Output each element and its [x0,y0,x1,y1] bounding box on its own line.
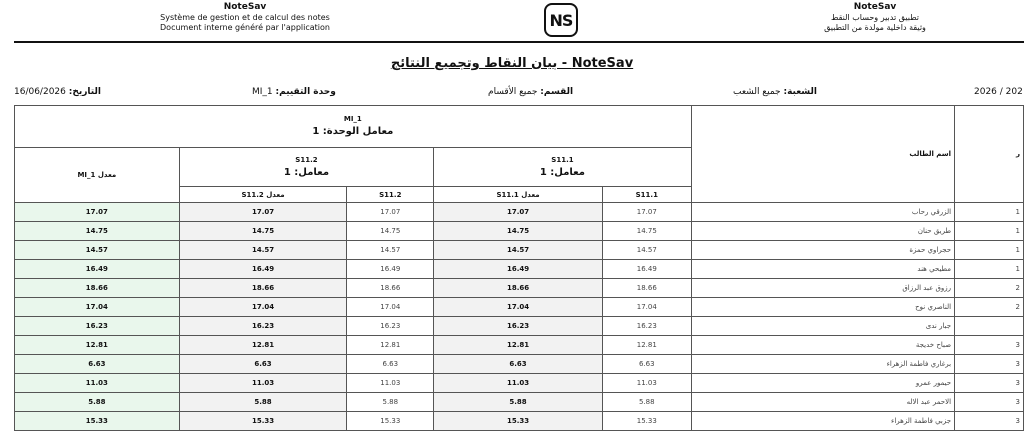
date-label: التاريخ: [68,87,101,97]
unit-avg-cell: 17.07 [15,203,180,222]
meta-year: 2026 / 202 [974,87,1023,97]
header-divider [14,41,1024,43]
s111-note-cell: 17.07 [602,203,691,222]
table-row [15,412,1024,431]
s112-avg-cell: 18.66 [179,279,347,298]
student-name-header: اسم الطالب [691,106,954,203]
student-number-cell: 1 [955,241,1024,260]
unit-label: وحدة التقييم: [275,87,336,97]
grades-table [14,105,1024,431]
unit-avg-cell: 15.33 [15,412,180,431]
meta-unit [252,87,336,97]
student-number-cell: 1 [955,203,1024,222]
table-row [15,336,1024,355]
s112-note-cell: 11.03 [347,374,434,393]
s112-note-cell: 14.57 [347,241,434,260]
unit-code: MI_1 [343,115,362,123]
number-header: ر [955,106,1024,203]
unit-coef: معامل الوحدة: 1 [312,126,394,137]
unit-avg-cell: 6.63 [15,355,180,374]
student-number-cell: 3 [955,336,1024,355]
subject-coef: معامل: 1 [539,166,586,178]
s112-note-cell: 15.33 [347,412,434,431]
app-logo [544,3,578,37]
s112-avg-cell: 5.88 [179,393,347,412]
student-number-cell: 3 [955,393,1024,412]
table-row [15,279,1024,298]
table-row [15,241,1024,260]
unit-avg-cell: 5.88 [15,393,180,412]
s111-note-cell: 11.03 [602,374,691,393]
s112-note-cell: 5.88 [347,393,434,412]
date-value: 16/06/2026 [14,87,66,97]
s111-avg-cell: 5.88 [434,393,603,412]
s111-avg-cell: 18.66 [434,279,603,298]
s111-note-cell: 16.23 [602,317,691,336]
s111-note-header: S11.1 [602,187,691,203]
table-row [15,317,1024,336]
student-name-cell: الاحمر عبد الاله [691,393,954,412]
unit-avg-cell: 18.66 [15,279,180,298]
s112-note-cell: 18.66 [347,279,434,298]
unit-avg-cell: 14.75 [15,222,180,241]
student-name-cell: الزرقي رحاب [691,203,954,222]
s112-avg-cell: 17.07 [179,203,347,222]
s111-avg-cell: 14.57 [434,241,603,260]
app-subtitle-ar: تطبيق تدبير وحساب النقط [830,13,920,22]
unit-avg-cell: 14.57 [15,241,180,260]
document-title: NoteSav - بيان النقاط وتجميع النتائج [390,56,634,71]
s112-avg-cell: 15.33 [179,412,347,431]
app-name-ar: NoteSav [853,2,897,12]
table-row [15,222,1024,241]
s112-note-cell: 6.63 [347,355,434,374]
student-name-cell: الناصري نوح [691,298,954,317]
app-note-ar: وثيقة داخلية مولدة من التطبيق [824,23,926,32]
subject-header-s112 [179,148,434,187]
app-name-fr: NoteSav [223,2,267,12]
s112-note-cell: 16.23 [347,317,434,336]
s112-avg-cell: 12.81 [179,336,347,355]
s112-avg-cell: 11.03 [179,374,347,393]
student-number-cell: 3 [955,355,1024,374]
student-number-cell [955,317,1024,336]
s111-note-cell: 6.63 [602,355,691,374]
branch-value: جميع الشعب [733,87,781,97]
student-number-cell: 2 [955,298,1024,317]
s111-note-cell: 15.33 [602,412,691,431]
s112-avg-cell: 14.57 [179,241,347,260]
s112-avg-cell: 14.75 [179,222,347,241]
student-name-cell: برغاري فاطمة الزهراء [691,355,954,374]
unit-avg-cell: 11.03 [15,374,180,393]
s111-avg-cell: 12.81 [434,336,603,355]
student-name-cell: طريق حنان [691,222,954,241]
s112-note-cell: 12.81 [347,336,434,355]
meta-branch [733,87,817,97]
student-name-cell: جزبي فاطمة الزهراء [691,412,954,431]
branch-label: الشعبة: [783,87,817,97]
student-number-cell: 3 [955,412,1024,431]
header-left [155,2,335,33]
s111-avg-cell: 16.23 [434,317,603,336]
s111-note-cell: 14.75 [602,222,691,241]
s112-avg-cell: 17.04 [179,298,347,317]
s111-avg-cell: 6.63 [434,355,603,374]
table-row [15,393,1024,412]
student-name-cell: جبار ندى [691,317,954,336]
s111-avg-header: معدل S11.1 [434,187,603,203]
department-label: القسم: [540,87,574,97]
s112-note-cell: 17.04 [347,298,434,317]
student-number-cell: 1 [955,260,1024,279]
app-subtitle-fr: Système de gestion et de calcul des notes [160,13,330,22]
s111-avg-cell: 17.04 [434,298,603,317]
table-row [15,355,1024,374]
s112-note-header: S11.2 [347,187,434,203]
s111-note-cell: 16.49 [602,260,691,279]
header-right [800,2,950,33]
student-name-cell: حيمور عمرو [691,374,954,393]
unit-avg-header: معدل MI_1 [15,148,180,203]
s112-note-cell: 17.07 [347,203,434,222]
s112-note-cell: 14.75 [347,222,434,241]
subject-coef: معامل: 1 [283,166,330,178]
table-row [15,203,1024,222]
s111-note-cell: 5.88 [602,393,691,412]
s111-avg-cell: 14.75 [434,222,603,241]
student-number-cell: 1 [955,222,1024,241]
unit-header [15,106,692,148]
unit-value: MI_1 [252,87,273,97]
subject-code: S11.1 [551,155,574,164]
s111-note-cell: 18.66 [602,279,691,298]
unit-avg-cell: 12.81 [15,336,180,355]
s112-avg-cell: 16.49 [179,260,347,279]
s112-avg-cell: 16.23 [179,317,347,336]
student-name-cell: صباح خديجة [691,336,954,355]
student-name-cell: مطيحي هند [691,260,954,279]
student-name-cell: رزوق عبد الرزاق [691,279,954,298]
s111-note-cell: 12.81 [602,336,691,355]
table-row [15,374,1024,393]
s111-avg-cell: 16.49 [434,260,603,279]
meta-department [488,87,573,97]
subject-code: S11.2 [295,155,318,164]
s112-note-cell: 16.49 [347,260,434,279]
student-name-cell: حجراوي حمزة [691,241,954,260]
s111-note-cell: 17.04 [602,298,691,317]
student-number-cell: 2 [955,279,1024,298]
s112-avg-cell: 6.63 [179,355,347,374]
subject-header-s111 [434,148,691,187]
table-row [15,298,1024,317]
student-number-cell: 3 [955,374,1024,393]
s111-avg-cell: 11.03 [434,374,603,393]
department-value: جميع الأقسام [488,87,538,97]
unit-avg-cell: 16.23 [15,317,180,336]
app-note-fr: Document interne généré par l'application [160,23,330,32]
s111-avg-cell: 15.33 [434,412,603,431]
unit-avg-cell: 17.04 [15,298,180,317]
unit-avg-cell: 16.49 [15,260,180,279]
s112-avg-header: معدل S11.2 [179,187,347,203]
s111-note-cell: 14.57 [602,241,691,260]
s111-avg-cell: 17.07 [434,203,603,222]
logo-text: NS [549,10,573,30]
table-row [15,260,1024,279]
meta-date [14,87,101,97]
